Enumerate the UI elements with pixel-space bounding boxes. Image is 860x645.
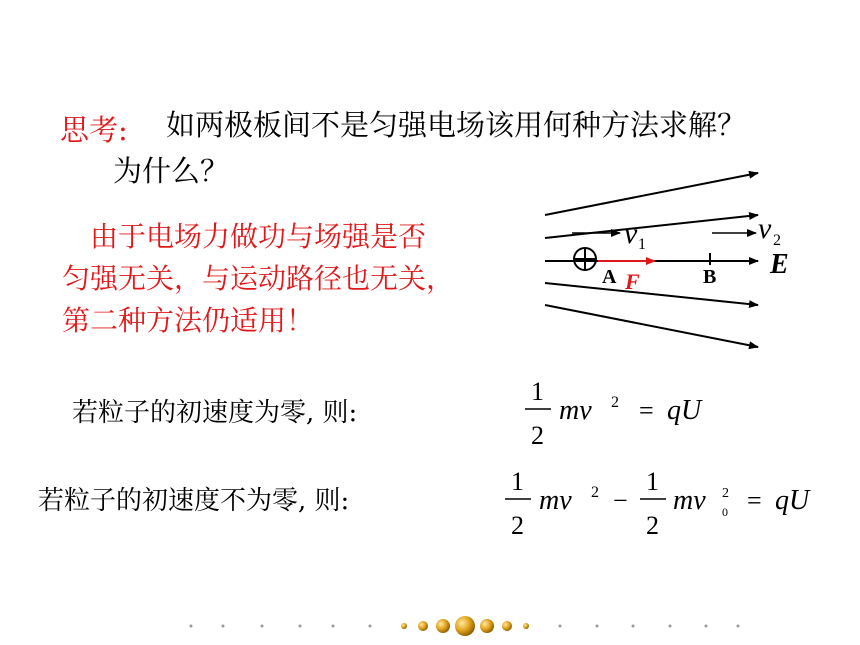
force-label: F	[625, 269, 640, 294]
v1-subscript: 1	[638, 236, 646, 253]
v2-label: v	[758, 212, 772, 245]
answer-block	[62, 216, 454, 342]
f2-subscript-0: 0	[722, 505, 728, 519]
f2-minus: −	[613, 486, 628, 515]
field-line-1	[545, 173, 758, 215]
f2-denominator-1: 2	[511, 511, 524, 540]
question-line-1: 如两极板间不是匀强电场该用何种方法求解？	[166, 108, 747, 142]
f2-term-2: mv	[673, 485, 706, 516]
f2-denominator-2: 2	[646, 511, 659, 540]
f2-rhs: qU	[775, 485, 810, 516]
v1-label: v	[624, 217, 638, 250]
question-line-2: 为什么？	[113, 154, 230, 188]
electric-field-diagram	[540, 165, 800, 355]
formula-zero-initial	[515, 370, 735, 460]
f2-exponent-1: 2	[591, 484, 599, 501]
f2-equals: =	[747, 486, 762, 515]
f2-exponent-2: 2	[722, 486, 729, 501]
f2-numerator-1: 1	[511, 467, 524, 496]
f1-numerator: 1	[531, 377, 544, 406]
condition-nonzero-velocity: 若粒子的初速度不为零, 则:	[38, 486, 350, 516]
f1-exponent: 2	[611, 394, 619, 411]
field-line-5	[545, 305, 758, 347]
field-line-4	[545, 283, 758, 305]
f1-equals: =	[639, 396, 654, 425]
f1-rhs: qU	[667, 395, 702, 426]
point-b-label: B	[703, 266, 717, 288]
f2-term-1: mv	[539, 485, 572, 516]
think-label: 思考:	[60, 113, 128, 147]
footer-decoration	[0, 610, 860, 640]
answer-line-3: 第二种方法仍适用！	[62, 304, 315, 337]
formula-nonzero-initial	[495, 460, 835, 550]
answer-line-2: 匀强无关，与运动路径也无关，	[62, 262, 455, 295]
field-label-e: E	[770, 249, 789, 280]
v2-subscript: 2	[773, 232, 781, 249]
f2-numerator-2: 1	[646, 467, 659, 496]
condition-zero-velocity: 若粒子的初速度为零, 则:	[72, 398, 358, 428]
footer-gold-dots	[401, 616, 529, 636]
answer-line-1: 由于电场力做功与场强是否	[62, 220, 427, 253]
f1-denominator: 2	[531, 421, 544, 450]
f1-term: mv	[559, 395, 592, 426]
field-line-2	[545, 215, 758, 238]
point-a-label: A	[602, 266, 617, 288]
